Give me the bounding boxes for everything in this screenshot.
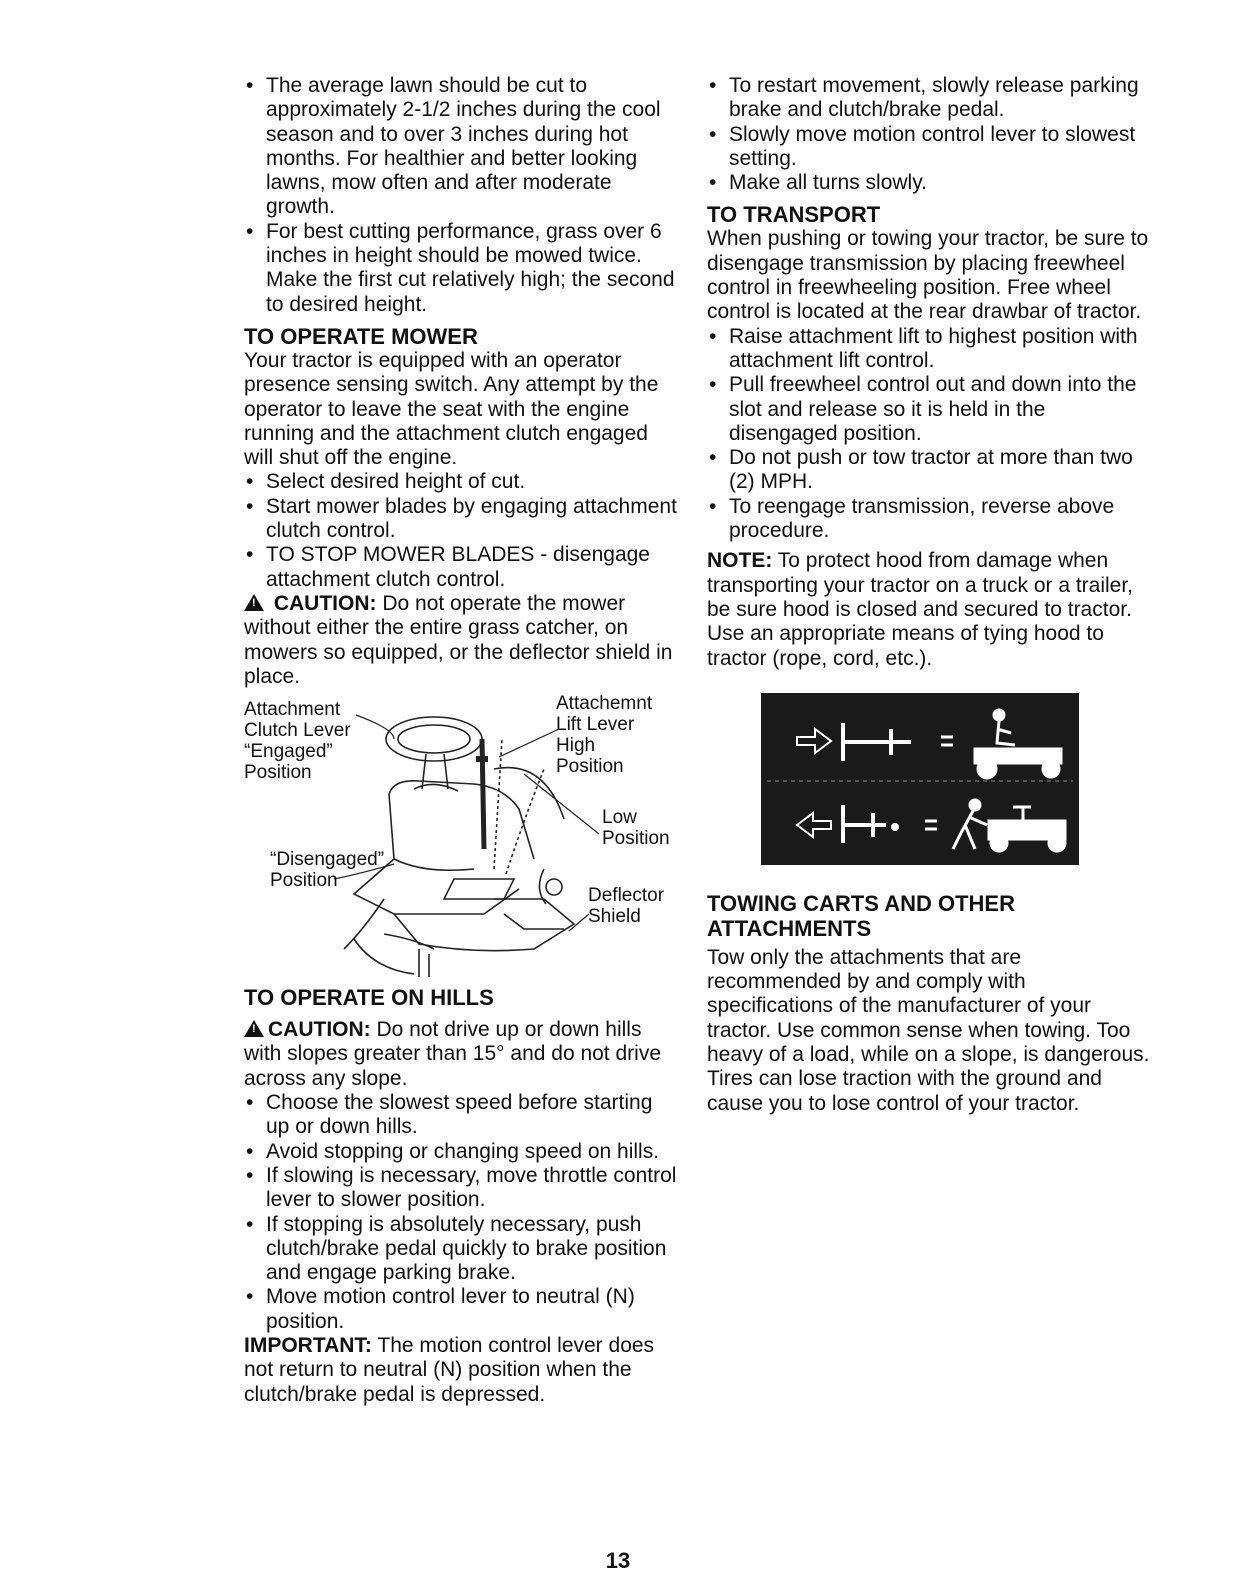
freewheel-decal [761,693,1079,865]
list-item: • To reengage transmission, reverse above procedure. [707,495,1153,544]
list-item: • Make all turns slowly. [707,171,1153,195]
list-item: • Select desired height of cut. [244,470,679,494]
section-heading-towing: TOWING CARTS AND OTHER ATTACHMENTS [707,890,1015,941]
warning-icon [244,1020,264,1037]
towing-text: Tow only the attachments that are recommended by and comply with specifications of the manufacturer of your tractor. Use common sense when towing. Too heavy of a load, while on a slope, is dangerous. Tires can lose traction with the ground and cause you to lose control of your tractor. [707,945,1150,1115]
label-engaged-position: Attachment Clutch Lever “Engaged” Position [244,699,351,784]
transport-intro: When pushing or towing your tractor, be sure to disengage transmission by placing freewheel control in freewheeling position. Free wheel control is located at the rear drawbar of tractor. [707,227,1149,324]
right-column [707,74,1153,1116]
page-number: 13 [605,1548,631,1573]
caution-label: CAUTION: [273,591,377,615]
caution-hills [244,1018,679,1091]
list-item: • Start mower blades by engaging attachment clutch control. [244,495,679,544]
label-deflector-shield: Deflector Shield [588,885,665,928]
section-heading-hills: TO OPERATE ON HILLS [244,985,494,1011]
list-item: • To restart movement, slowly release parking brake and clutch/brake pedal. [707,74,1153,123]
caution-text: Do not drive up or down hills with slopes greater than 15° and do not drive across any slope. [244,1018,661,1090]
list-item: • If stopping is absolutely necessary, push clutch/brake pedal quickly to brake position and engage parking brake. [244,1213,679,1286]
freewheel-decal-icon [761,693,1079,865]
list-item: • Move motion control lever to neutral (N) position. [244,1285,679,1334]
list-item: • Slowly move motion control lever to slowest setting. [707,123,1153,172]
list-item: • Do not push or tow tractor at more than two (2) MPH. [707,446,1153,495]
list-item: • The average lawn should be cut to approximately 2-1/2 inches during the cool season and to over 3 inches during hot months. For healthier and better looking lawns, mow often and after moderate growth. [244,74,679,220]
left-column [244,74,679,1407]
caution-label: CAUTION: [268,1018,371,1042]
important-label: IMPORTANT: [244,1333,372,1357]
note-text: To protect hood from damage when transporting your tractor on a truck or a trailer, be sure hood is closed and secured to tractor. Use an appropriate means of tying hood to tractor (rope, cord, etc.). [707,549,1134,670]
caution-text: Do not operate the mower without either the entire grass catcher, on mowers so equipped, or the deflector shield in place. [244,591,673,688]
list-item: • If slowing is necessary, move throttle control lever to slower position. [244,1164,679,1213]
section-heading-operate-mower: TO OPERATE MOWER [244,323,478,349]
label-lift-lever: Attachemnt Lift Lever High Position [556,693,653,778]
section-heading-transport: TO TRANSPORT [707,202,881,228]
list-item: • TO STOP MOWER BLADES - disengage attachment clutch control. [244,543,679,592]
note-label: NOTE: [707,549,773,573]
list-item: • Pull freewheel control out and down into the slot and release so it is held in the disengaged position. [707,373,1153,446]
label-low-position: Low Position [602,807,670,850]
important-note [244,1334,679,1407]
list-item: • Raise attachment lift to highest position with attachment lift control. [707,325,1153,374]
mower-controls-diagram [244,693,684,977]
warning-icon [244,594,264,611]
list-item: • Choose the slowest speed before starting up or down hills. [244,1091,679,1140]
caution-mower [244,592,679,689]
list-item: • Avoid stopping or changing speed on hills. [244,1140,679,1164]
important-text: The motion control lever does not return to neutral (N) position when the clutch/brake pedal is depressed. [244,1333,655,1406]
list-item: • For best cutting performance, grass over 6 inches in height should be mowed twice. Make the first cut relatively high; the second to desired height. [244,220,679,317]
operate-mower-intro: Your tractor is equipped with an operator presence sensing switch. Any attempt by the operator to leave the seat with the engine running and the attachment clutch engaged will shut off the engine. [244,348,659,470]
label-disengaged-position: “Disengaged” Position [270,849,385,892]
transport-note [707,549,1153,670]
